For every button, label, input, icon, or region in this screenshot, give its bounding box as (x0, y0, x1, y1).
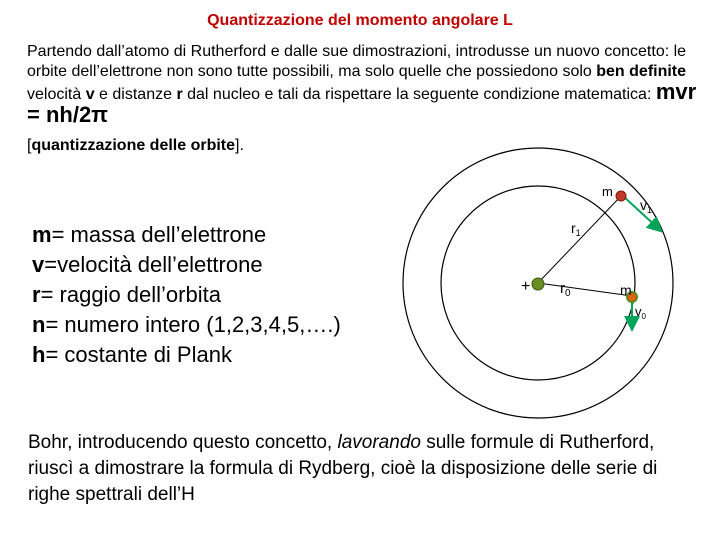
intro-bold-r: r (176, 86, 183, 103)
definition-symbol: m (32, 222, 52, 247)
definition-text: = costante di Plank (45, 342, 232, 367)
definition-symbol: n (32, 312, 46, 337)
label-r1: $r_1$ (571, 220, 581, 238)
intro-bold-definite: ben definite (596, 63, 687, 80)
nucleus-dot (532, 278, 544, 290)
closing-part2: sulle formule di Rutherford, riuscì a dimostrare la formula di Rydberg, cioè la disposizione delle serie di righe spettrali dell’H (28, 432, 658, 505)
radius-r1-line (538, 196, 621, 283)
definition-text: =velocità dell’elettrone (44, 252, 263, 277)
definition-symbol: v (32, 252, 45, 277)
note-close: ]. (235, 137, 244, 154)
closing-part1: Bohr, introducendo questo concetto, (28, 432, 338, 453)
closing-text (28, 430, 698, 508)
intro-part3: e distanze (94, 86, 177, 103)
definition-symbol: r (32, 282, 41, 307)
note-open: [ (27, 137, 32, 154)
closing-italic: lavorando (337, 432, 421, 453)
nucleus-label: + (521, 278, 531, 295)
intro-part4: dal nucleo e tali da rispettare la seguente condizione matematica: (182, 86, 656, 103)
label-v0: $v_0$ (635, 304, 646, 321)
label-m-inner: m (620, 282, 632, 298)
definition-symbol: h (32, 342, 46, 367)
quantization-formula: mvr = nh/2π (27, 79, 697, 127)
definition-text: = massa dell’elettrone (51, 222, 267, 247)
radius-r0-line (538, 283, 632, 296)
note-bold: quantizzazione delle orbite (31, 137, 236, 154)
definition-text: = raggio dell’orbita (40, 282, 221, 307)
intro-part1: Partendo dall’atomo di Rutherford e dalle sue dimostrazioni, introdusse un nuovo concetto: le orbite dell’elettrone non sono tutte possibili, ma solo quelle che possiedono solo (27, 43, 687, 80)
label-m-outer: m (602, 184, 613, 199)
electron-outer-dot (616, 191, 626, 201)
intro-bold-v: v (85, 86, 95, 103)
label-r0: $r_0$ (560, 280, 571, 299)
intro-part2: velocità (27, 86, 86, 103)
definition-text: = numero intero (1,2,3,4,5,….) (45, 312, 341, 337)
slide-title: Quantizzazione del momento angolare L (207, 12, 513, 29)
label-v1: $v_1$ (640, 197, 653, 215)
